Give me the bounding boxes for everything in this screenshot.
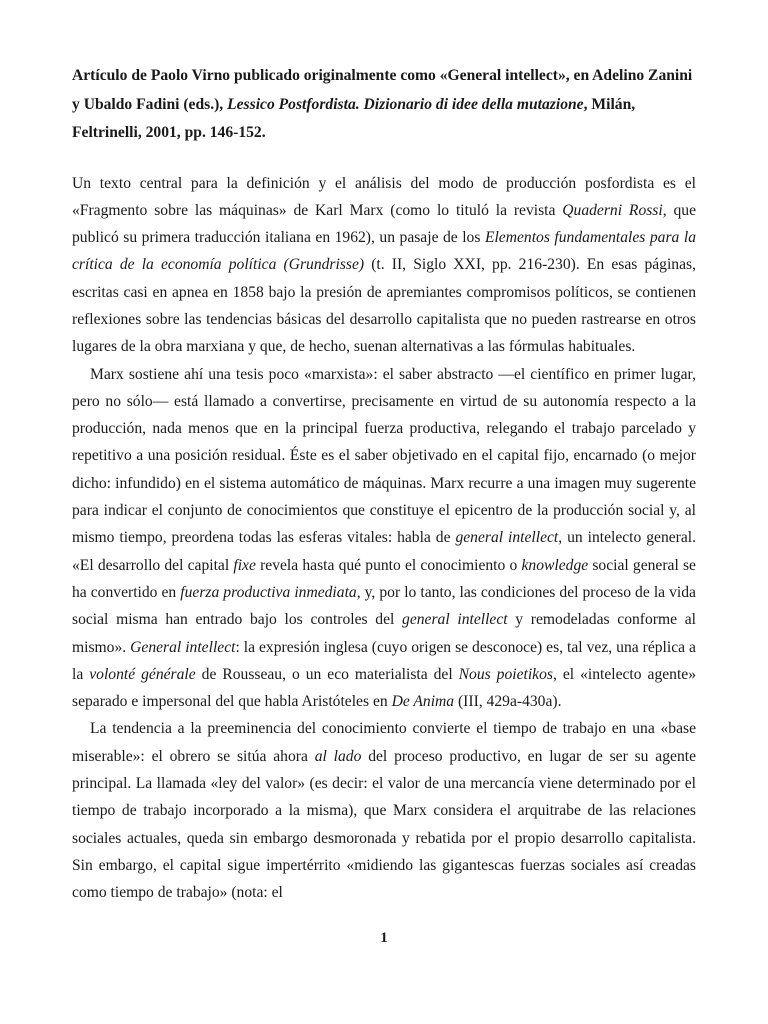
italic-text: al lado (314, 747, 362, 765)
italic-text: Elementos fundamentales para la crítica de la economía política (Grundrisse) (72, 229, 696, 274)
text-run: revela hasta qué punto el conocimiento o (255, 556, 522, 574)
italic-text: Lessico Postfordista. Dizionario di idee della mutazione (227, 95, 584, 113)
article-body (72, 170, 696, 907)
italic-text: general intellect (455, 529, 559, 547)
text-run: y remodeladas conforme al mismo». (72, 611, 696, 656)
text-run: Marx sostiene ahí una tesis poco «marxista»: el saber abstracto —el científico en primer lugar, pero no sólo— está llamado a convertirse, precisamente en virtud de su autonomía respecto a la producción, nada menos que en la principal fuerza productiva, relegando el trabajo parcelado y repetitivo a una posición residual. Éste es el saber objetivado en el capital fijo, encarnado (o mejor dicho: infundido) en el sistema automático de máquinas. Marx recurre a una imagen muy sugerente para indicar el conjunto de conocimientos que constituye el epicentro de la producción social y, al mismo tiempo, preordena todas las esferas vitales: habla de (72, 365, 696, 547)
page-number: 1 (380, 930, 388, 946)
italic-text: Nous poietikos (458, 665, 553, 683)
italic-text: knowledge (521, 556, 589, 574)
paragraph-3 (72, 715, 696, 906)
italic-text: fixe (233, 556, 256, 574)
text-run: , un intelecto general. «El desarrollo del capital (72, 529, 697, 574)
italic-text: General intellect (130, 638, 236, 656)
text-run: (t. II, Siglo XXI, pp. 216-230). En esas páginas, escritas casi en apnea en 1858 bajo la presión de apremiantes compromisos políticos, se contienen reflexiones sobre las tendencias básicas del desarrollo capitalista que no pueden rastrearse en otros lugares de la obra marxiana y que, de hecho, suenan alternativas a las fórmulas habituales. (72, 256, 696, 356)
text-run: : la expresión inglesa (cuyo origen se desconoce) es, tal vez, una réplica a la (72, 638, 696, 683)
italic-text: Quaderni Rossi (562, 201, 663, 219)
text-run: Un texto central para la definición y el análisis del modo de producción posfordista es el «Fragmento sobre las máquinas» de Karl Marx (como lo tituló la revista (72, 174, 696, 219)
text-run: (III, 429a-430a). (454, 693, 562, 711)
text-run: , el «intelecto agente» separado e impersonal del que habla Aristóteles en (72, 665, 697, 711)
text-run: , y, por lo tanto, las condiciones del proceso de la vida social misma han entrado bajo los controles del (72, 583, 696, 629)
text-run: , que publicó su primera traducción italiana en 1962), un pasaje de los (72, 201, 696, 247)
text-run: , Milán, Feltrinelli, 2001, pp. 146-152. (72, 95, 636, 141)
text-run: Artículo de Paolo Virno publicado originalmente como «General intellect», en Adelino Zanini y Ubaldo Fadini (eds.), (72, 67, 693, 113)
italic-text: general intellect (402, 611, 508, 629)
document-page (72, 62, 696, 907)
italic-text: De Anima (391, 693, 455, 711)
text-run: de Rousseau, o un eco materialista del (195, 665, 459, 683)
text-run: La tendencia a la preeminencia del conocimiento convierte el tiempo de trabajo en una «base miserable»: el obrero se sitúa ahora (72, 720, 696, 765)
italic-text: fuerza productiva inmediata (180, 583, 357, 601)
text-run: social general se ha convertido en (72, 556, 696, 601)
italic-text: volonté générale (89, 665, 196, 683)
paragraph-2 (72, 361, 696, 716)
text-run: del proceso productivo, en lugar de ser su agente principal. La llamada «ley del valor» (es decir: el valor de una mercancía viene determinado por el tiempo de trabajo incorporado a la misma), que Marx considera el arquitrabe de las relaciones sociales actuales, queda sin embargo desmoronada y rebatida por el propio desarrollo capitalista. Sin embargo, el capital sigue impertérrito «midiendo las gigantescas fuerzas sociales así creadas como tiempo de trabajo» (nota: el (72, 747, 696, 902)
paragraph-1 (72, 170, 696, 361)
article-header (72, 62, 696, 148)
